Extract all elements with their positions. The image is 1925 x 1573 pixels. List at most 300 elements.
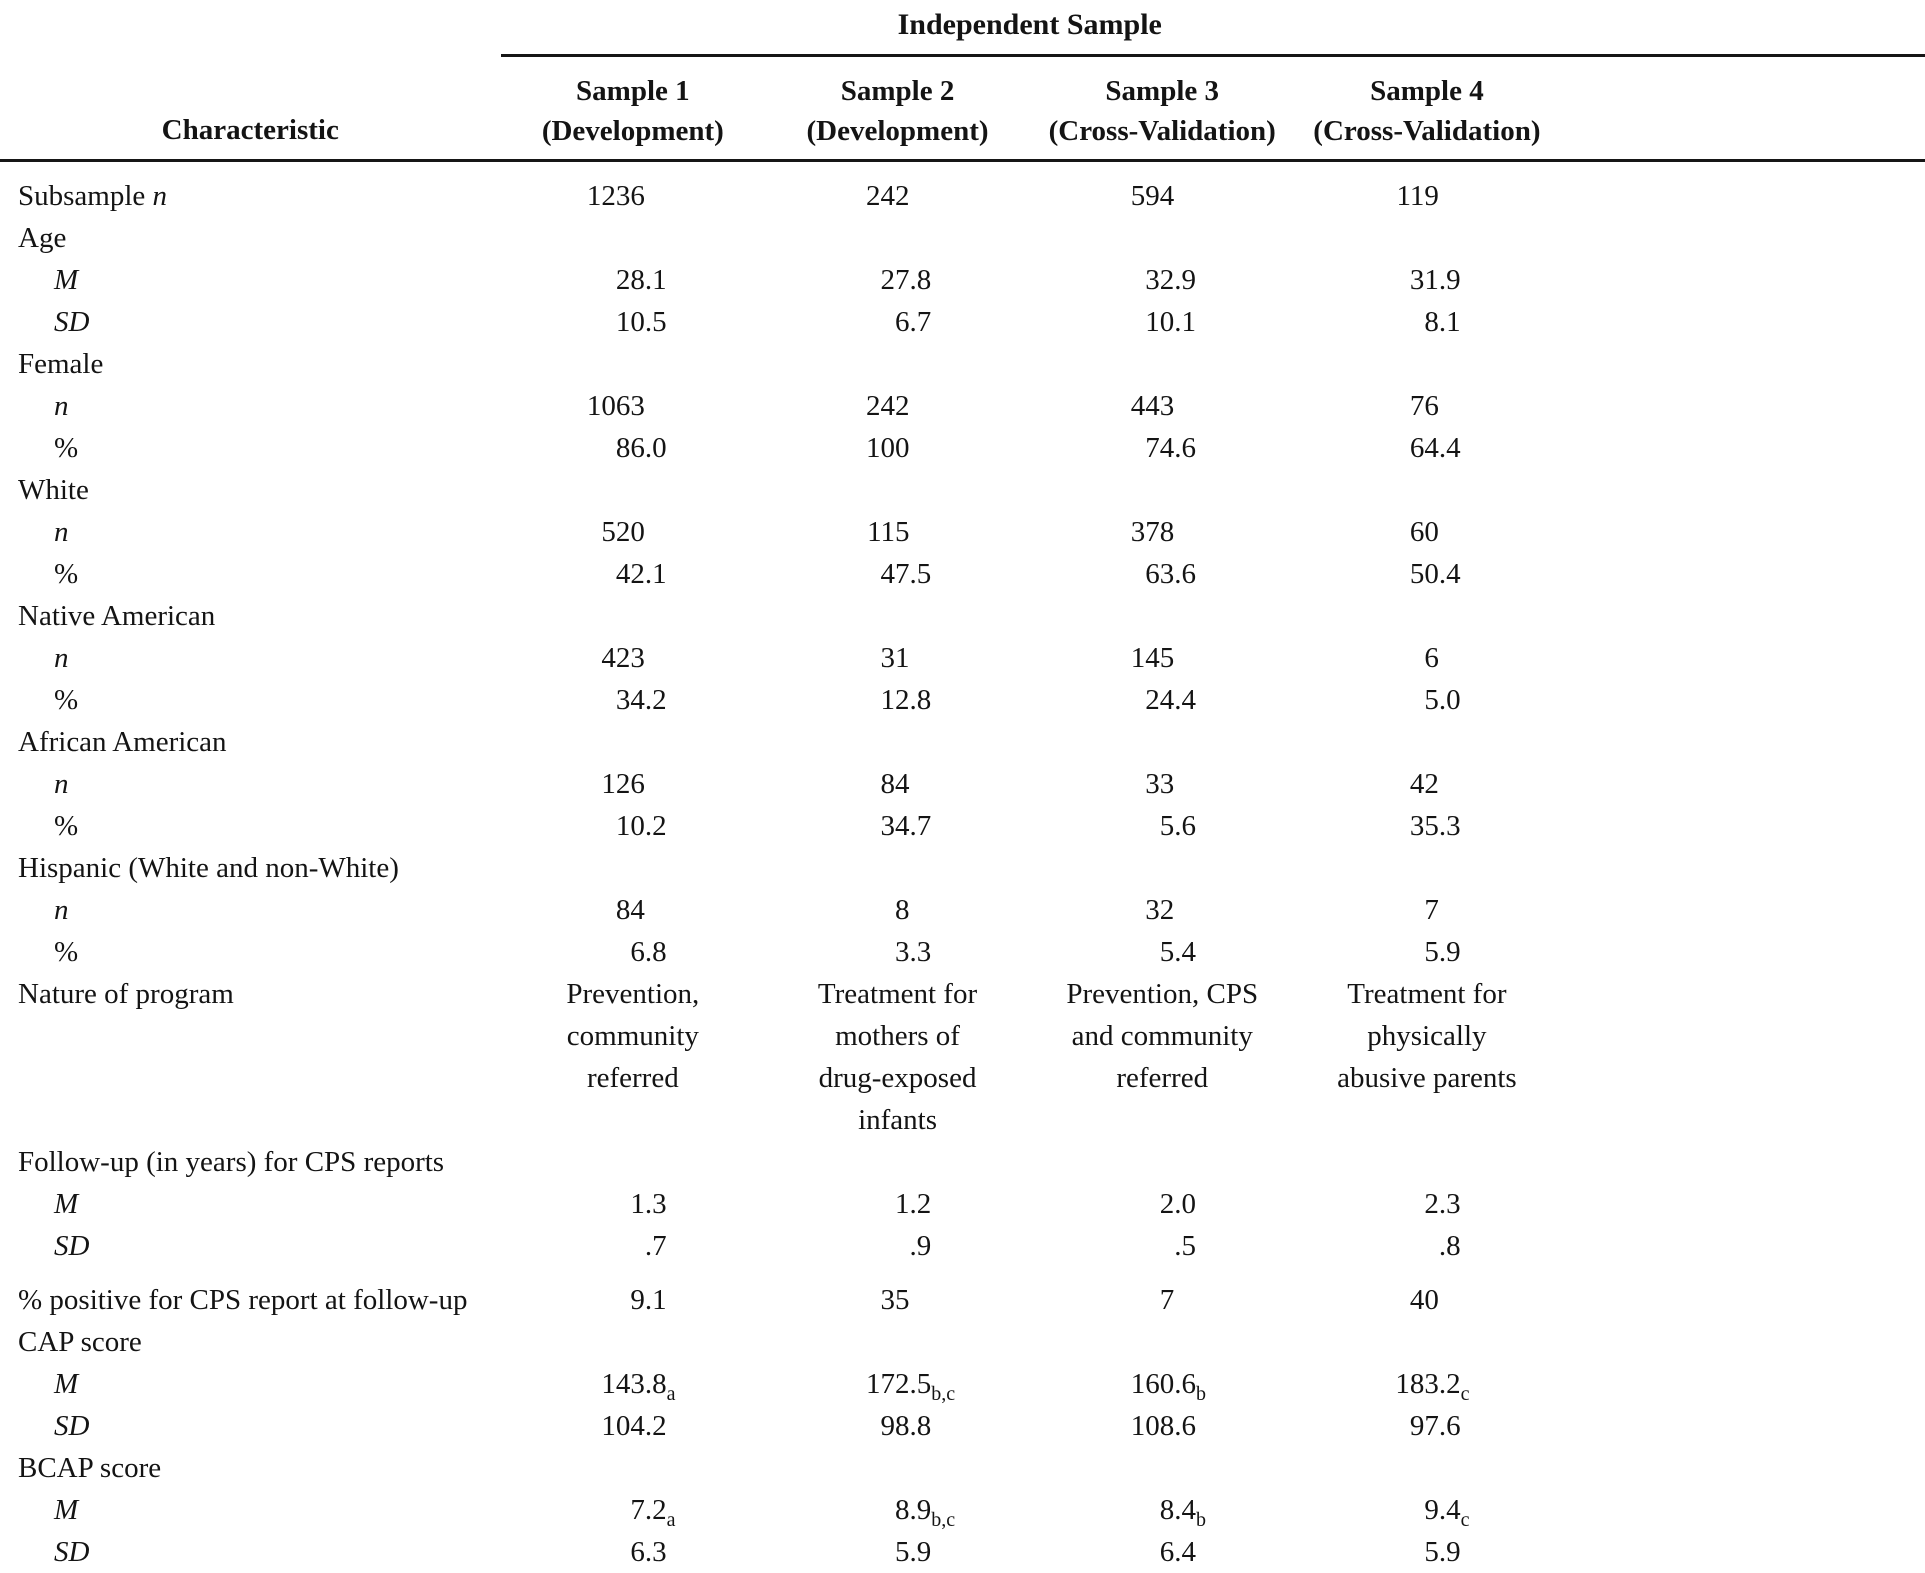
- value: [1375, 259, 1479, 301]
- value-cell-hispanic-pct-sample-2: [765, 931, 1030, 973]
- column-header-row: [0, 56, 1925, 161]
- value-integer-part: 378: [1110, 511, 1174, 553]
- value-integer-part: 31: [1375, 259, 1439, 301]
- value-cell-cap-score-m-sample-2: [765, 1363, 1030, 1405]
- row-label-cell: [0, 217, 501, 259]
- row-label: SD: [54, 1230, 89, 1262]
- value-integer-part: 50: [1375, 553, 1439, 595]
- trailing-spacer-cell: [1559, 511, 1925, 553]
- value-cell-age-sample-2: [765, 217, 1030, 259]
- value-integer-part: 9: [1375, 1489, 1439, 1531]
- value-integer-part: 33: [1110, 763, 1174, 805]
- value-integer-part: 24: [1110, 679, 1174, 721]
- value-subscript: c: [1461, 1383, 1470, 1405]
- value-cell-african-american-sample-1: [501, 721, 766, 763]
- value-cell-follow-up-sample-4: [1295, 1141, 1560, 1183]
- sample-2-type: (Development): [765, 111, 1030, 151]
- value: [581, 175, 685, 217]
- value-cell-age-sd-sample-4: [1295, 301, 1560, 343]
- value-cell-native-american-pct-sample-4: [1295, 679, 1560, 721]
- value-integer-part: [846, 1225, 910, 1267]
- value-fraction-part: [1174, 637, 1214, 679]
- value-cell-hispanic-sample-1: [501, 847, 766, 889]
- value-fraction-part: [1174, 889, 1214, 931]
- value-cell-bcap-score-m-sample-3: [1030, 1489, 1295, 1531]
- row-label-cell: [0, 1141, 501, 1183]
- value-integer-part: 6: [581, 931, 645, 973]
- value: [1110, 889, 1214, 931]
- value-cell-bcap-score-sample-1: [501, 1447, 766, 1489]
- value-integer-part: 8: [846, 889, 910, 931]
- value: [1375, 1405, 1479, 1447]
- value: [1375, 553, 1479, 595]
- row-label-cell: [0, 847, 501, 889]
- value: [1375, 301, 1479, 343]
- trailing-spacer-cell: [1559, 595, 1925, 637]
- value-fraction-part: .3: [910, 931, 950, 973]
- row-label-cell: [0, 385, 501, 427]
- value-integer-part: 1: [846, 1183, 910, 1225]
- value-fraction-part: .1: [645, 259, 685, 301]
- value: [846, 511, 950, 553]
- spanner-label: Independent Sample: [898, 8, 1162, 41]
- value-fraction-part: [1174, 1279, 1214, 1321]
- row-label-cell: [0, 1279, 501, 1321]
- value: [1375, 805, 1479, 847]
- value-cell-white-sample-2: [765, 469, 1030, 511]
- trailing-spacer-cell: [1559, 553, 1925, 595]
- value-fraction-part: [1439, 511, 1479, 553]
- value-integer-part: 34: [846, 805, 910, 847]
- value: [846, 763, 950, 805]
- value: [1375, 1363, 1479, 1405]
- value: [1110, 259, 1214, 301]
- row-label-cell: [0, 1531, 501, 1573]
- column-header-trailing-spacer: [1559, 56, 1925, 161]
- value: [581, 679, 685, 721]
- value-cell-subsample-n-sample-1: [501, 161, 766, 218]
- table-row-white-pct: [0, 553, 1925, 595]
- value-cell-follow-up-sd-sample-2: [765, 1225, 1030, 1279]
- value-cell-hispanic-n-sample-2: [765, 889, 1030, 931]
- value-fraction-part: $.9_{b,c}$: [910, 1489, 950, 1531]
- value-cell-native-american-n-sample-4: [1295, 637, 1560, 679]
- value: [846, 1405, 950, 1447]
- row-label: Female: [18, 348, 103, 380]
- value-integer-part: 6: [1110, 1531, 1174, 1573]
- value-cell-bcap-score-sd-sample-3: [1030, 1531, 1295, 1573]
- value-cell-age-sd-sample-3: [1030, 301, 1295, 343]
- row-label-cell: [0, 805, 501, 847]
- value: [1110, 1225, 1214, 1267]
- value: [1375, 931, 1479, 973]
- value-integer-part: 594: [1110, 175, 1174, 217]
- program-description-line: drug-exposed: [765, 1057, 1030, 1099]
- value-cell-pct-positive-cps-sample-4: [1295, 1279, 1560, 1321]
- value-integer-part: 8: [1375, 301, 1439, 343]
- trailing-spacer-cell: [1559, 301, 1925, 343]
- value-fraction-part: .8: [910, 259, 950, 301]
- value-cell-female-pct-sample-1: [501, 427, 766, 469]
- value: [1375, 511, 1479, 553]
- value-integer-part: 7: [581, 1489, 645, 1531]
- value: [581, 889, 685, 931]
- value-integer-part: 8: [1110, 1489, 1174, 1531]
- table-row-female-n: [0, 385, 1925, 427]
- value-cell-bcap-score-sd-sample-4: [1295, 1531, 1560, 1573]
- table-row-cap-score-m: [0, 1363, 1925, 1405]
- value-fraction-part: .7: [645, 1225, 685, 1267]
- value-cell-bcap-score-sd-sample-1: [501, 1531, 766, 1573]
- row-label-cell: [0, 1405, 501, 1447]
- trailing-spacer-cell: [1559, 1447, 1925, 1489]
- value-integer-part: 32: [1110, 889, 1174, 931]
- row-label-cell: [0, 1183, 501, 1225]
- row-label: n: [54, 894, 69, 926]
- program-description: [1295, 973, 1560, 1099]
- value-integer-part: 5: [1375, 931, 1439, 973]
- value: [1110, 637, 1214, 679]
- program-description: [1030, 973, 1295, 1099]
- value-integer-part: 32: [1110, 259, 1174, 301]
- value: [846, 805, 950, 847]
- value-cell-follow-up-sample-1: [501, 1141, 766, 1183]
- value-cell-hispanic-sample-4: [1295, 847, 1560, 889]
- value-cell-bcap-score-m-sample-4: [1295, 1489, 1560, 1531]
- trailing-spacer-cell: [1559, 217, 1925, 259]
- value: [1375, 1225, 1479, 1267]
- value-integer-part: 35: [1375, 805, 1439, 847]
- trailing-spacer-cell: [1559, 1405, 1925, 1447]
- row-label-cell: [0, 301, 501, 343]
- value-cell-female-n-sample-3: [1030, 385, 1295, 427]
- value-cell-nature-of-program-sample-3: [1030, 973, 1295, 1141]
- value-cell-cap-score-m-sample-4: [1295, 1363, 1560, 1405]
- value-integer-part: 443: [1110, 385, 1174, 427]
- value-integer-part: 27: [846, 259, 910, 301]
- value-cell-pct-positive-cps-sample-1: [501, 1279, 766, 1321]
- value-subscript: a: [667, 1509, 676, 1531]
- row-label: SD: [54, 306, 89, 338]
- value-cell-native-american-sample-4: [1295, 595, 1560, 637]
- value: [846, 427, 950, 469]
- value-integer-part: 31: [846, 637, 910, 679]
- value-fraction-part: .9: [1439, 1531, 1479, 1573]
- trailing-spacer-cell: [1559, 1279, 1925, 1321]
- value-cell-african-american-sample-3: [1030, 721, 1295, 763]
- value-cell-cap-score-sample-3: [1030, 1321, 1295, 1363]
- value-cell-cap-score-sd-sample-4: [1295, 1405, 1560, 1447]
- table-row-age: [0, 217, 1925, 259]
- value-cell-nature-of-program-sample-1: [501, 973, 766, 1141]
- row-label: CAP score: [18, 1326, 142, 1358]
- row-label: Native American: [18, 600, 215, 632]
- table-row-african-american-pct: [0, 805, 1925, 847]
- table-row-bcap-score-m: [0, 1489, 1925, 1531]
- value-cell-native-american-n-sample-1: [501, 637, 766, 679]
- characteristic-header-label: Characteristic: [162, 114, 339, 146]
- value-fraction-part: [1439, 175, 1479, 217]
- value-integer-part: [1375, 1225, 1439, 1267]
- trailing-spacer-cell: [1559, 469, 1925, 511]
- row-label-cell: [0, 427, 501, 469]
- row-label: %: [54, 558, 78, 590]
- value-cell-african-american-n-sample-2: [765, 763, 1030, 805]
- value-cell-african-american-pct-sample-1: [501, 805, 766, 847]
- value-fraction-part: [1174, 385, 1214, 427]
- value-integer-part: 143: [581, 1363, 645, 1405]
- value-fraction-part: [910, 1279, 950, 1321]
- value-cell-subsample-n-sample-3: [1030, 161, 1295, 218]
- column-header-sample-4: [1295, 56, 1560, 161]
- table-row-follow-up-m: [0, 1183, 1925, 1225]
- trailing-spacer-cell: [1559, 1531, 1925, 1573]
- row-label: Subsample: [18, 180, 145, 212]
- program-description-line: referred: [501, 1057, 766, 1099]
- value-fraction-part: .6: [1174, 553, 1214, 595]
- value: [846, 889, 950, 931]
- row-label: Follow-up (in years) for CPS reports: [18, 1146, 444, 1178]
- value-integer-part: 183: [1375, 1363, 1439, 1405]
- trailing-spacer-cell: [1559, 931, 1925, 973]
- sample-3-type: (Cross-Validation): [1030, 111, 1295, 151]
- table-row-bcap-score-sd: [0, 1531, 1925, 1573]
- value-cell-age-m-sample-1: [501, 259, 766, 301]
- value: [846, 1279, 950, 1321]
- value-integer-part: 42: [581, 553, 645, 595]
- value-integer-part: 76: [1375, 385, 1439, 427]
- value-cell-hispanic-n-sample-4: [1295, 889, 1560, 931]
- value-fraction-part: .9: [910, 1531, 950, 1573]
- value-cell-white-n-sample-2: [765, 511, 1030, 553]
- table-row-follow-up-sd: [0, 1225, 1925, 1279]
- value: [1110, 931, 1214, 973]
- value-cell-hispanic-sample-2: [765, 847, 1030, 889]
- row-label-cell: [0, 259, 501, 301]
- value-integer-part: 1: [581, 1183, 645, 1225]
- trailing-spacer-cell: [1559, 679, 1925, 721]
- value: [581, 637, 685, 679]
- value-cell-pct-positive-cps-sample-2: [765, 1279, 1030, 1321]
- trailing-spacer-cell: [1559, 973, 1925, 1141]
- value: [581, 259, 685, 301]
- table-row-hispanic-pct: [0, 931, 1925, 973]
- value: [1375, 385, 1479, 427]
- value-fraction-part: [1439, 637, 1479, 679]
- value-subscript: c: [1461, 1509, 1470, 1531]
- row-label-cell: [0, 511, 501, 553]
- value: [581, 301, 685, 343]
- program-description-line: Prevention, CPS: [1030, 973, 1295, 1015]
- value-fraction-part: .5: [645, 301, 685, 343]
- table-row-native-american-n: [0, 637, 1925, 679]
- row-label-cell: [0, 721, 501, 763]
- value-fraction-part: .8: [645, 931, 685, 973]
- row-label: n: [54, 390, 69, 422]
- value-cell-hispanic-n-sample-1: [501, 889, 766, 931]
- value-cell-age-m-sample-2: [765, 259, 1030, 301]
- value-integer-part: 74: [1110, 427, 1174, 469]
- table-row-female-pct: [0, 427, 1925, 469]
- value-fraction-part: .9: [1439, 259, 1479, 301]
- program-description-line: Treatment for: [1295, 973, 1560, 1015]
- value-integer-part: 97: [1375, 1405, 1439, 1447]
- value-cell-female-n-sample-2: [765, 385, 1030, 427]
- value-integer-part: 104: [581, 1405, 645, 1447]
- value-fraction-part: .6: [1439, 1405, 1479, 1447]
- value: [1110, 301, 1214, 343]
- value-integer-part: 5: [1375, 679, 1439, 721]
- value-integer-part: 86: [581, 427, 645, 469]
- value-fraction-part: [1439, 1279, 1479, 1321]
- table-row-nature-of-program: [0, 973, 1925, 1141]
- value: [1375, 427, 1479, 469]
- value-cell-subsample-n-sample-4: [1295, 161, 1560, 218]
- row-label: African American: [18, 726, 227, 758]
- value-fraction-part: .4: [1174, 1531, 1214, 1573]
- value-cell-cap-score-sample-4: [1295, 1321, 1560, 1363]
- value-integer-part: 28: [581, 259, 645, 301]
- value-fraction-part: [645, 889, 685, 931]
- table-row-age-m: [0, 259, 1925, 301]
- value-integer-part: 10: [581, 805, 645, 847]
- characteristics-table: [0, 4, 1925, 1573]
- value-integer-part: 35: [846, 1279, 910, 1321]
- program-description-line: mothers of: [765, 1015, 1030, 1057]
- value-integer-part: 60: [1375, 511, 1439, 553]
- value-cell-white-n-sample-1: [501, 511, 766, 553]
- value: [1375, 637, 1479, 679]
- value: [1110, 1183, 1214, 1225]
- value-cell-native-american-n-sample-2: [765, 637, 1030, 679]
- value-fraction-part: .4: [1174, 931, 1214, 973]
- value-cell-bcap-score-m-sample-1: [501, 1489, 766, 1531]
- column-header-characteristic: [0, 56, 501, 161]
- value-integer-part: 126: [581, 763, 645, 805]
- column-header-sample-3: [1030, 56, 1295, 161]
- trailing-spacer-cell: [1559, 427, 1925, 469]
- value-fraction-part: [910, 511, 950, 553]
- value-fraction-part: [1174, 175, 1214, 217]
- row-label: n: [54, 642, 69, 674]
- column-header-sample-1: [501, 56, 766, 161]
- value: [581, 385, 685, 427]
- value-cell-hispanic-pct-sample-3: [1030, 931, 1295, 973]
- value-cell-age-sample-3: [1030, 217, 1295, 259]
- row-label: M: [54, 264, 78, 296]
- value-cell-female-pct-sample-3: [1030, 427, 1295, 469]
- value-fraction-part: .6: [1174, 1405, 1214, 1447]
- value: [1110, 1279, 1214, 1321]
- value-integer-part: 6: [846, 301, 910, 343]
- value-cell-bcap-score-sd-sample-2: [765, 1531, 1030, 1573]
- value-cell-white-pct-sample-3: [1030, 553, 1295, 595]
- value-integer-part: 7: [1375, 889, 1439, 931]
- value-integer-part: 108: [1110, 1405, 1174, 1447]
- value-fraction-part: .3: [645, 1183, 685, 1225]
- row-label: Nature of program: [18, 978, 234, 1010]
- row-label: %: [54, 936, 78, 968]
- table-row-white-n: [0, 511, 1925, 553]
- value: [1375, 763, 1479, 805]
- value-fraction-part: [645, 385, 685, 427]
- value: [846, 679, 950, 721]
- row-label-cell: [0, 931, 501, 973]
- row-label-cell: [0, 973, 501, 1141]
- value: [1110, 1363, 1214, 1405]
- value: [581, 763, 685, 805]
- value-cell-age-sample-1: [501, 217, 766, 259]
- program-description-line: referred: [1030, 1057, 1295, 1099]
- value-integer-part: 2: [1375, 1183, 1439, 1225]
- value-fraction-part: [1174, 511, 1214, 553]
- value-cell-cap-score-sd-sample-1: [501, 1405, 766, 1447]
- value-cell-white-n-sample-3: [1030, 511, 1295, 553]
- value-integer-part: 10: [1110, 301, 1174, 343]
- value-cell-female-sample-1: [501, 343, 766, 385]
- value-fraction-part: .0: [1439, 679, 1479, 721]
- row-label-cell: [0, 1225, 501, 1279]
- value: [581, 805, 685, 847]
- value: [1110, 1531, 1214, 1573]
- value-cell-african-american-pct-sample-4: [1295, 805, 1560, 847]
- sample-1-type: (Development): [501, 111, 766, 151]
- value-integer-part: 5: [1110, 931, 1174, 973]
- table-row-follow-up: [0, 1141, 1925, 1183]
- value-integer-part: 115: [846, 511, 910, 553]
- value-cell-native-american-sample-3: [1030, 595, 1295, 637]
- value-fraction-part: .1: [645, 1279, 685, 1321]
- row-label: SD: [54, 1410, 89, 1442]
- value: [846, 1183, 950, 1225]
- program-description-line: Treatment for: [765, 973, 1030, 1015]
- value-fraction-part: [910, 637, 950, 679]
- value-integer-part: 9: [581, 1279, 645, 1321]
- value-fraction-part: .0: [1174, 1183, 1214, 1225]
- value-cell-cap-score-sample-2: [765, 1321, 1030, 1363]
- value-fraction-part: [910, 763, 950, 805]
- value-cell-follow-up-sd-sample-4: [1295, 1225, 1560, 1279]
- row-label-cell: [0, 679, 501, 721]
- value-cell-cap-score-sd-sample-3: [1030, 1405, 1295, 1447]
- value-fraction-part: .8: [910, 1405, 950, 1447]
- value-integer-part: 242: [846, 175, 910, 217]
- value: [581, 511, 685, 553]
- value: [846, 553, 950, 595]
- row-label: SD: [54, 1536, 89, 1568]
- table-row-native-american-pct: [0, 679, 1925, 721]
- trailing-spacer-cell: [1559, 1141, 1925, 1183]
- value-fraction-part: $.4_c$: [1439, 1489, 1479, 1531]
- value-fraction-part: .9: [910, 1225, 950, 1267]
- row-label: %: [54, 432, 78, 464]
- value: [846, 175, 950, 217]
- value-integer-part: 145: [1110, 637, 1174, 679]
- row-label-cell: [0, 889, 501, 931]
- table-row-african-american-n: [0, 763, 1925, 805]
- trailing-spacer-cell: [1559, 721, 1925, 763]
- row-label: Hispanic (White and non-White): [18, 852, 399, 884]
- trailing-spacer-cell: [1559, 1363, 1925, 1405]
- value-subscript: b: [1196, 1509, 1206, 1531]
- value: [581, 1225, 685, 1267]
- value-subscript: b: [1196, 1383, 1206, 1405]
- value-fraction-part: $.2_a$: [645, 1489, 685, 1531]
- value-fraction-part: [645, 175, 685, 217]
- table-row-white: [0, 469, 1925, 511]
- row-label-cell: [0, 553, 501, 595]
- value-cell-native-american-pct-sample-2: [765, 679, 1030, 721]
